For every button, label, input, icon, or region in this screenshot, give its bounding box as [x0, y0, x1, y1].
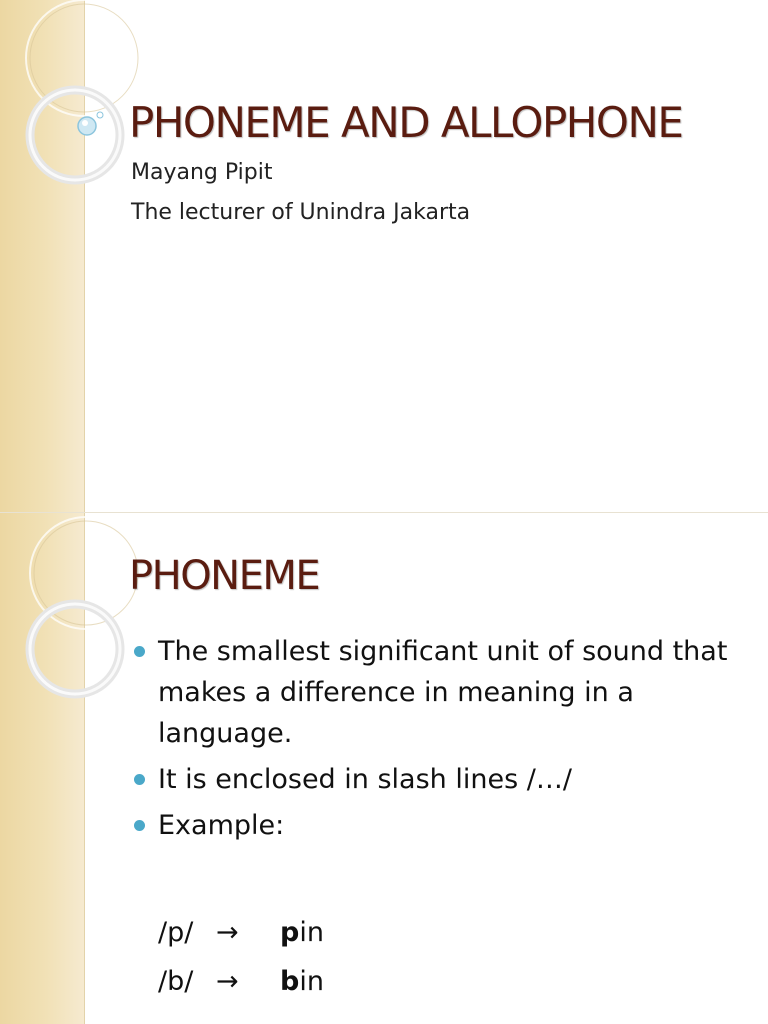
ring-ornament-icon [0, 0, 140, 512]
bullet-item [133, 805, 753, 846]
example-phoneme: /b/ [158, 966, 194, 997]
example-phoneme: /p/ [158, 917, 194, 948]
bullet-list [133, 631, 753, 851]
slide-title-heading: PHONEME AND ALLOPHONE [129, 98, 683, 147]
example-row [158, 966, 324, 997]
bullet-text: The smallest significant unit of sound that makes a difference in meaning in a language. [158, 636, 728, 749]
bullet-item [133, 631, 753, 754]
arrow-right-icon: → [216, 966, 239, 997]
bullet-dot-icon [134, 646, 145, 657]
example-word-bold: b [280, 966, 300, 997]
ring-ornament-icon [0, 513, 140, 1024]
example-word-rest: in [299, 917, 324, 948]
example-word-rest: in [299, 966, 324, 997]
bullet-text: Example: [158, 810, 285, 841]
slide-heading: PHONEME [129, 553, 320, 599]
slide-phoneme [0, 512, 768, 1024]
bullet-item [133, 759, 753, 800]
bullet-dot-icon [134, 774, 145, 785]
bullet-dot-icon [134, 820, 145, 831]
bullet-text: It is enclosed in slash lines /…/ [158, 764, 572, 795]
example-word-bold: p [280, 917, 300, 948]
arrow-right-icon: → [216, 917, 239, 948]
author-name: Mayang Pipit [131, 160, 273, 185]
example-row [158, 917, 324, 948]
author-affiliation: The lecturer of Unindra Jakarta [131, 200, 471, 225]
